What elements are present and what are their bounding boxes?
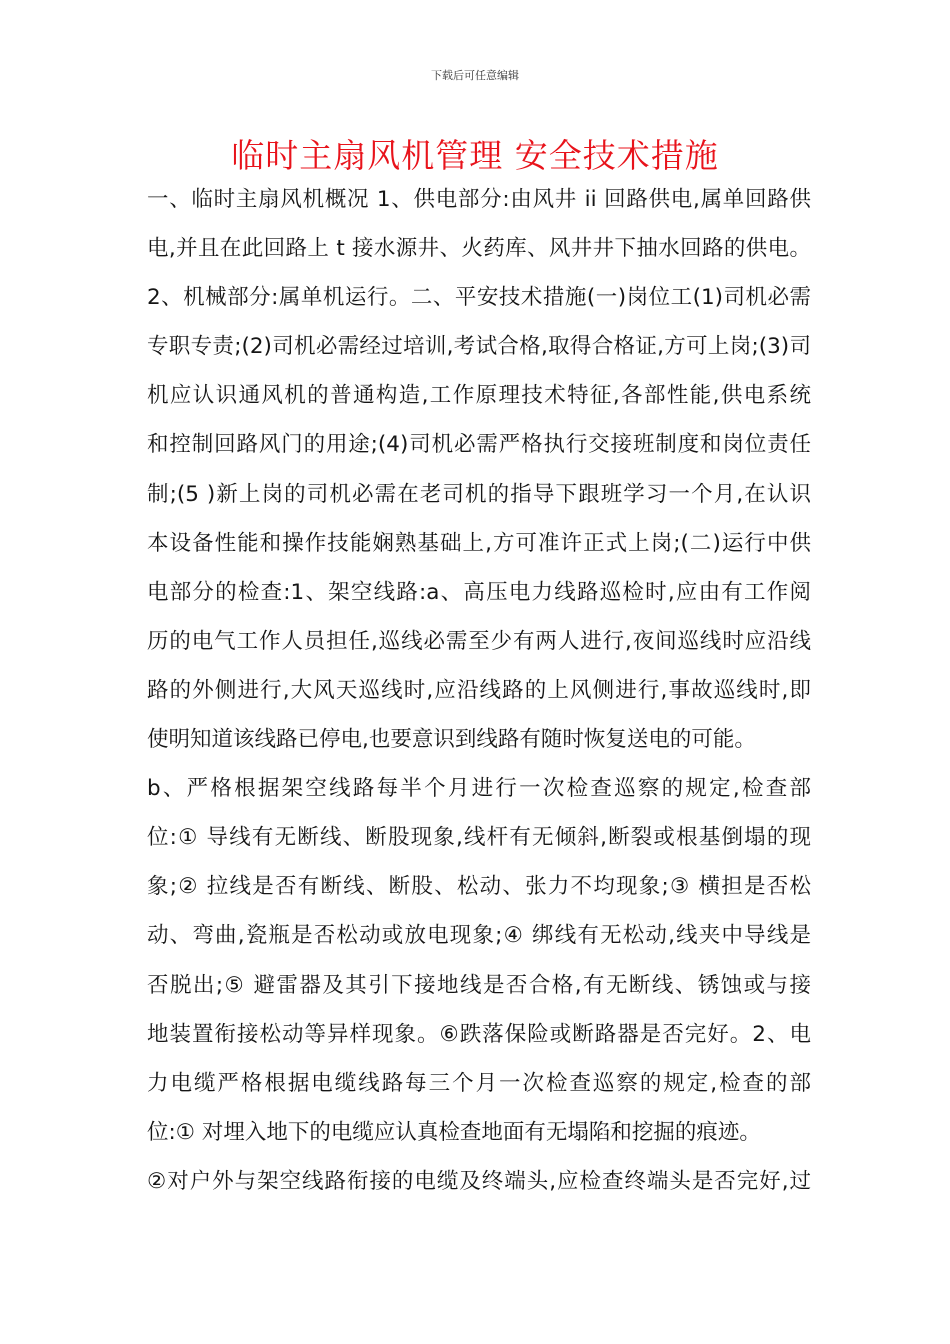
body-line: 动、弯曲,瓷瓶是否松动或放电现象;④ 绑线有无松动,线夹中导线是 xyxy=(147,923,811,949)
body-line: 专职专责;(2)司机必需经过培训,考试合格,取得合格证,方可上岗;(3)司 xyxy=(147,334,811,360)
body-line: 电,并且在此回路上 t 接水源井、火药库、风井井下抽水回路的供电。 xyxy=(147,236,811,262)
body-line: ②对户外与架空线路衔接的电缆及终端头,应检查终端头是否完好,过 xyxy=(147,1168,811,1194)
body-line: 路的外侧进行,大风天巡线时,应沿线路的上风侧进行,事故巡线时,即 xyxy=(147,677,811,703)
body-line: 位:① 导线有无断线、断股现象,线杆有无倾斜,断裂或根基倒塌的现 xyxy=(147,825,811,851)
body-line: 本设备性能和操作技能娴熟基础上,方可准许正式上岗;(二)运行中供 xyxy=(147,530,811,556)
body-line: 力电缆严格根据电缆线路每三个月一次检查巡察的规定,检查的部 xyxy=(147,1070,811,1096)
body-line: 2、机械部分:属单机运行。二、平安技术措施(一)岗位工(1)司机必需 xyxy=(147,285,811,311)
body-line: 一、临时主扇风机概况 1、供电部分:由风井 ii 回路供电,属单回路供 xyxy=(147,187,811,212)
header-note: 下载后可任意编辑 xyxy=(431,69,519,82)
document-body xyxy=(147,180,811,1211)
body-line: 制;(5 )新上岗的司机必需在老司机的指导下跟班学习一个月,在认识 xyxy=(147,481,811,507)
body-line: 位:① 对埋入地下的电缆应认真检查地面有无塌陷和挖掘的痕迹。 xyxy=(147,1119,761,1145)
body-line: 地装置衔接松动等异样现象。⑥跌落保险或断路器是否完好。2、电 xyxy=(147,1021,811,1047)
body-line: 和控制回路风门的用途;(4)司机必需严格执行交接班制度和岗位责任 xyxy=(147,432,811,458)
document-title: 临时主扇风机管理 安全技术措施 xyxy=(231,136,719,175)
body-line: b、严格根据架空线路每半个月进行一次检查巡察的规定,检查部 xyxy=(147,776,811,802)
body-line: 历的电气工作人员担任,巡线必需至少有两人进行,夜间巡线时应沿线 xyxy=(147,628,811,654)
body-line: 象;② 拉线是否有断线、断股、松动、张力不均现象;③ 横担是否松 xyxy=(147,874,811,900)
body-line: 使明知道该线路已停电,也要意识到线路有随时恢复送电的可能。 xyxy=(147,727,756,753)
body-line: 电部分的检查:1、架空线路:a、高压电力线路巡检时,应由有工作阅 xyxy=(147,579,811,605)
body-line: 机应认识通风机的普通构造,工作原理技术特征,各部性能,供电系统 xyxy=(147,383,811,409)
body-line: 否脱出;⑤ 避雷器及其引下接地线是否合格,有无断线、锈蚀或与接 xyxy=(147,972,811,998)
